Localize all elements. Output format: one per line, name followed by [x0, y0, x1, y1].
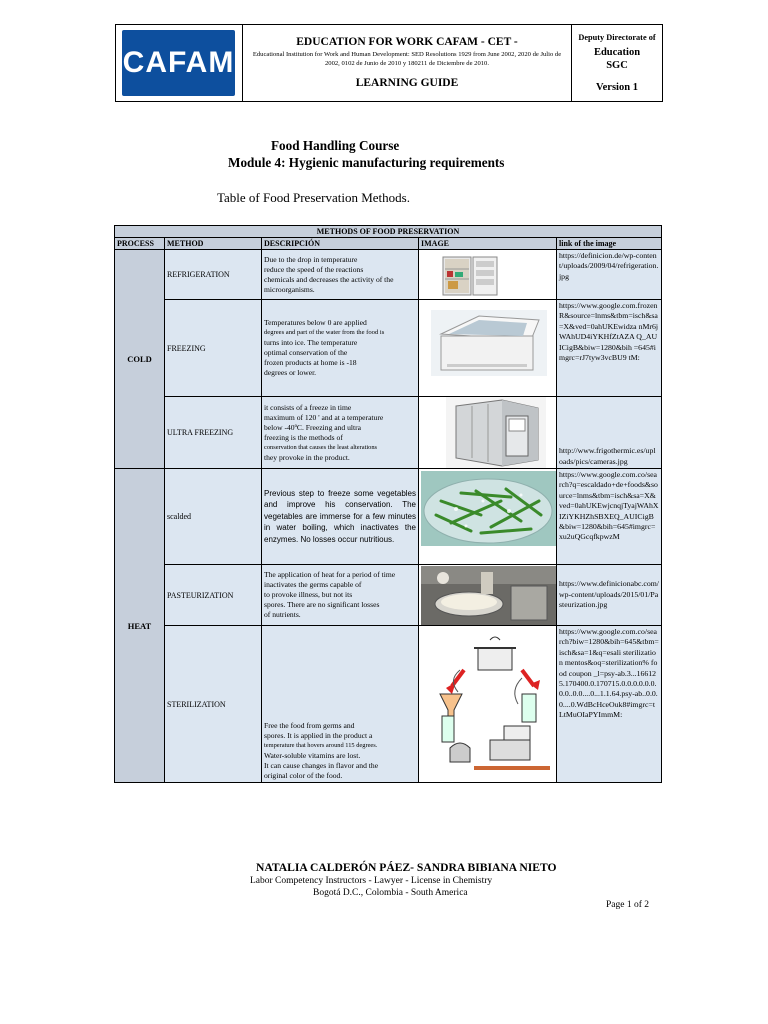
description-line: It can cause changes in flavor and the	[264, 761, 379, 770]
dept-line1: Deputy Directorate of	[578, 33, 656, 42]
image-cell	[419, 300, 557, 397]
link-cell[interactable]: http://www.frigothermic.es/uploads/pics/cameras.jpg	[557, 397, 662, 469]
description-line: it consists of a freeze in time	[264, 402, 352, 412]
image-cell	[419, 565, 557, 626]
table-row	[115, 397, 662, 469]
version-label: Version 1	[596, 82, 638, 93]
method-cell: FREEZING	[165, 300, 262, 397]
description-line: spores. It is applied in the product a	[264, 731, 373, 740]
method-cell: ULTRA FREEZING	[165, 397, 262, 469]
authors: NATALIA CALDERÓN PÁEZ- SANDRA BIBIANA NIETO	[256, 861, 557, 874]
org-subtitle: Educational Institution for Work and Human Development: SED Resolutions 1929 from June 2002, 2020 de Julio de 2002, 0102 de Junio de 2010 y 180211 de Diciembre de 2010.	[252, 51, 562, 67]
description-cell	[262, 469, 419, 565]
table-row	[115, 626, 662, 783]
description-line: conservation that causes the least alterations	[264, 443, 378, 451]
method-cell: PASTEURIZATION	[165, 565, 262, 626]
method-cell: scalded	[165, 469, 262, 565]
document-header	[115, 24, 663, 102]
preservation-table	[114, 225, 662, 783]
link-cell[interactable]: https://definicion.de/wp-content/uploads/2009/04/refrigeration.jpg	[557, 250, 662, 300]
dept-line3: SGC	[606, 60, 628, 71]
description-line: microorganisms.	[264, 284, 315, 294]
cafam-logo	[122, 30, 235, 96]
location: Bogotá D.C., Colombia - South America	[313, 888, 468, 898]
description-cell	[262, 300, 419, 397]
col-header-process: PROCESS	[115, 238, 165, 250]
description-line: Water-soluble vitamins are lost.	[264, 751, 361, 760]
link-cell[interactable]: https://www.google.com.frozen R&source=lnms&tbm=isch&sa=X&ved=0ahUKEwidza nMr6jWAhUD4iYKHfZtAZA Q_AUICigB&biw=1280&bih =645#imgrc=rJ7tyw3vcBU9 tM:	[557, 300, 662, 397]
header-right	[572, 25, 662, 101]
description-text: Previous step to freeze some vegetables and improve his conservation. The vegetables are immerse for a few minutes in water boiling, which inactivates the enzymes. No losses occur nutritious.	[264, 488, 416, 544]
logo-cell	[116, 25, 243, 101]
table-header-row	[115, 238, 662, 250]
green-beans-image	[421, 471, 556, 546]
description-line: turns into ice. The temperature	[264, 338, 358, 347]
description-line: degrees and part of the water from the food is	[264, 329, 385, 336]
col-header-description: DESCRIPCIÓN	[262, 238, 419, 250]
header-center	[243, 25, 572, 101]
description-line: below -40ºC. Freezing and ultra	[264, 422, 362, 432]
sterilization-diagram	[434, 630, 554, 780]
module-title: Module 4: Hygienic manufacturing requirements	[228, 155, 505, 170]
col-header-method: METHOD	[165, 238, 262, 250]
description-line: maximum of 120 ' and at a temperature	[264, 412, 384, 422]
description-line: optimal conservation of the	[264, 348, 348, 357]
author-roles: Labor Competency Instructors - Lawyer - License in Chemistry	[250, 876, 493, 886]
description-cell	[262, 626, 419, 783]
image-cell	[419, 626, 557, 783]
description-line: temperature that hovers around 115 degrees.	[264, 742, 378, 749]
method-cell: STERILIZATION	[165, 626, 262, 783]
link-cell[interactable]: https://www.google.com.co/search?q=escaldado+de+foods&source=lnms&tbm=isch&sa=X&ved=0ahUKEwjcnqjTyajWAhXIZiYKHZhSBXEQ_AUICigB&biw=1280&bih=645#imgrc=xu2uQGcqfkpwzM	[557, 469, 662, 565]
guide-label: LEARNING GUIDE	[355, 77, 459, 89]
dept-line2: Education	[593, 47, 641, 58]
table-row	[115, 469, 662, 565]
dairy-vats-image	[421, 566, 556, 625]
description-cell	[262, 397, 419, 469]
description-line: they provoke in the product.	[264, 452, 350, 462]
image-cell	[419, 469, 557, 565]
description-line: frozen products at home is -18	[264, 358, 357, 367]
description-line: Temperatures below 0 are applied	[264, 318, 367, 327]
description-line: Free the food from germs and	[264, 721, 355, 730]
description-line: Due to the drop in temperature	[264, 254, 358, 264]
chest-freezer-image	[431, 310, 547, 376]
description-cell	[262, 250, 419, 300]
table-caption: METHODS OF FOOD PRESERVATION	[115, 226, 662, 238]
description-line: to provoke illness, but not its	[264, 590, 353, 599]
table-caption-row	[115, 226, 662, 238]
col-header-link: link of the image	[557, 238, 662, 250]
image-cell	[419, 250, 557, 300]
description-cell	[262, 565, 419, 626]
description-line: The application of heat for a period of time	[264, 570, 396, 579]
refrigerator-image	[435, 253, 509, 297]
table-title: Table of Food Preservation Methods.	[217, 190, 410, 205]
col-header-image: IMAGE	[419, 238, 557, 250]
description-line: freezing is the methods of	[264, 432, 343, 442]
table-row	[115, 250, 662, 300]
table-row	[115, 565, 662, 626]
process-cold: COLD	[115, 250, 165, 469]
cold-room-image	[446, 397, 546, 469]
link-cell[interactable]: https://www.google.com.co/search?biw=1280&bih=645&tbm=isch&sa=1&q=esali sterilization mentos&oq=sterilization% food coupon _l=psy-ab.3...166125.170400.0.170715.0.0.0.0.0.0.0.0..0.0....0...1.1.64.psy-ab..0.0.0....0.WdBcHceOuk8#imgrc=tLtMuOIaPYImmM:	[557, 626, 662, 783]
course-title: Food Handling Course	[271, 138, 400, 153]
description-line: degrees or lower.	[264, 368, 317, 377]
method-cell: REFRIGERATION	[165, 250, 262, 300]
image-cell	[419, 397, 557, 469]
description-line: chemicals and decreases the activity of the	[264, 274, 394, 284]
link-cell[interactable]: https://www.definicionabc.com/wp-content/uploads/2015/01/Pasteurization.jpg	[557, 565, 662, 626]
org-title: EDUCATION FOR WORK CAFAM - CET -	[296, 36, 518, 48]
description-line: spores. There are no significant losses	[264, 600, 380, 609]
description-line: original color of the food.	[264, 771, 343, 780]
description-line: inactivates the germs capable of	[264, 580, 362, 589]
table-row	[115, 300, 662, 397]
logo-text: CAFAM	[122, 46, 235, 79]
description-line: reduce the speed of the reactions	[264, 264, 364, 274]
process-heat: HEAT	[115, 469, 165, 783]
page-number: Page 1 of 2	[606, 900, 650, 910]
description-line: of nutrients.	[264, 610, 301, 619]
